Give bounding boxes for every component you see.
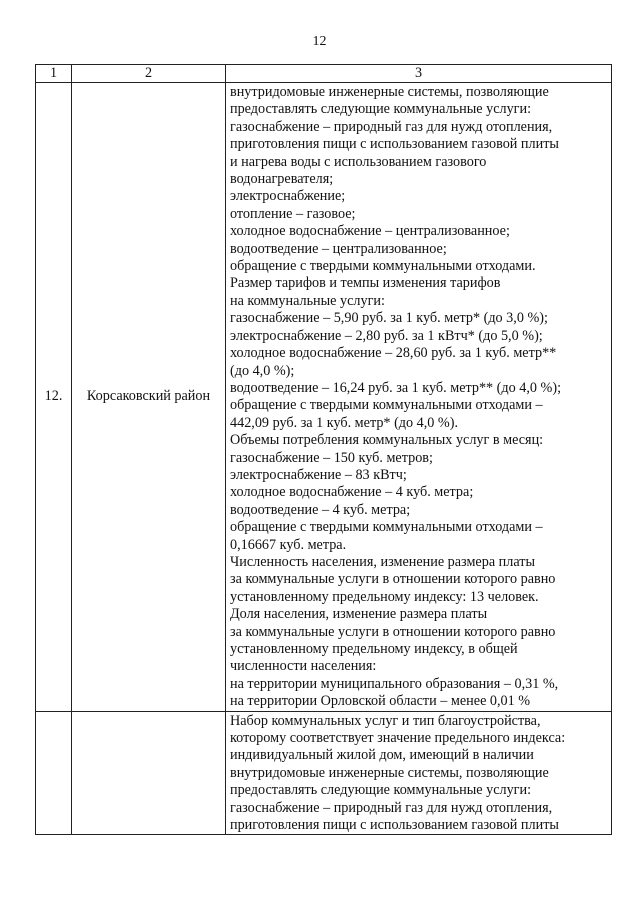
description-line: обращение с твердыми коммунальными отходами – — [230, 519, 543, 536]
description-line: водоотведение – 4 куб. метра; — [230, 501, 411, 518]
description-line: Объемы потребления коммунальных услуг в месяц: — [230, 432, 544, 449]
description-line: водоотведение – централизованное; — [230, 240, 447, 257]
description-line: Численность населения, изменение размера платы — [230, 553, 536, 570]
description-line: приготовления пищи с использованием газовой плиты — [230, 817, 559, 834]
description-line: и нагрева воды с использованием газового — [230, 153, 487, 170]
table-header-row — [36, 65, 612, 83]
description-line: электроснабжение; — [230, 188, 346, 205]
description-line: газоснабжение – 5,90 руб. за 1 куб. метр* (до 3,0 %); — [230, 310, 548, 327]
description-line: холодное водоснабжение – централизованное; — [230, 223, 510, 240]
description-line: за коммунальные услуги в отношении которого равно — [230, 571, 556, 588]
description-line: на территории муниципального образования – 0,31 %, — [230, 675, 559, 692]
description-line: индивидуальный жилой дом, имеющий в наличии — [230, 747, 534, 764]
description-line: установленному предельному индексу, в общей — [230, 641, 518, 657]
district-name: Корсаковский район — [72, 83, 226, 712]
description-line: холодное водоснабжение – 4 куб. метра; — [230, 484, 474, 501]
description-line: которому соответствует значение предельного индекса: — [230, 730, 566, 747]
description-line: отопление – газовое; — [230, 205, 356, 222]
description-line: 0,16667 куб. метра. — [230, 536, 347, 553]
description-line: электроснабжение – 83 кВтч; — [230, 466, 407, 483]
description-line: обращение с твердыми коммунальными отходами. — [230, 258, 536, 275]
description-line: Размер тарифов и темпы изменения тарифов — [230, 275, 501, 292]
description-line: (до 4,0 %); — [230, 362, 295, 379]
table-row — [36, 711, 612, 835]
description-line: газоснабжение – природный газ для нужд отопления, — [230, 118, 553, 135]
column-header-3: 3 — [226, 65, 612, 83]
description-line: численности населения: — [230, 658, 377, 675]
description-line: предоставлять следующие коммунальные услуги: — [230, 782, 532, 799]
description-line: электроснабжение – 2,80 руб. за 1 кВтч* (до 5,0 %); — [230, 327, 543, 344]
description-line: водоотведение – 16,24 руб. за 1 куб. метр** (до 4,0 %); — [230, 379, 562, 396]
description-line: обращение с твердыми коммунальными отходами – — [230, 397, 543, 414]
description-line: предоставлять следующие коммунальные услуги: — [230, 101, 532, 118]
district-name — [72, 711, 226, 835]
description-line: газоснабжение – 150 куб. метров; — [230, 449, 433, 466]
page-number: 12 — [312, 34, 327, 49]
description-line: приготовления пищи с использованием газовой плиты — [230, 136, 559, 153]
description-line: холодное водоснабжение – 28,60 руб. за 1 куб. метр** — [230, 345, 557, 362]
column-header-2: 2 — [72, 65, 226, 83]
tariff-table — [35, 64, 612, 835]
description-line: внутридомовые инженерные системы, позволяющие — [230, 764, 549, 781]
row-number: 12. — [36, 83, 72, 712]
description-line: внутридомовые инженерные системы, позволяющие — [230, 84, 549, 100]
table-row — [36, 83, 612, 712]
description-line: установленному предельному индексу: 13 человек. — [230, 588, 539, 605]
description-line: на коммунальные услуги: — [230, 292, 385, 309]
description-line: за коммунальные услуги в отношении которого равно — [230, 623, 556, 640]
description-text — [230, 713, 609, 835]
description-line: 442,09 руб. за 1 куб. метр* (до 4,0 %). — [230, 414, 459, 431]
column-header-1: 1 — [36, 65, 72, 83]
description-line: Набор коммунальных услуг и тип благоустройства, — [230, 712, 541, 729]
description-line: на территории Орловской области – менее 0,01 % — [230, 693, 531, 710]
description-line: Доля населения, изменение размера платы — [230, 606, 488, 623]
description-cell — [226, 83, 612, 712]
description-line: водонагревателя; — [230, 171, 334, 188]
description-text — [230, 84, 609, 711]
description-line: газоснабжение – природный газ для нужд отопления, — [230, 799, 553, 816]
description-cell — [226, 711, 612, 835]
row-number — [36, 711, 72, 835]
